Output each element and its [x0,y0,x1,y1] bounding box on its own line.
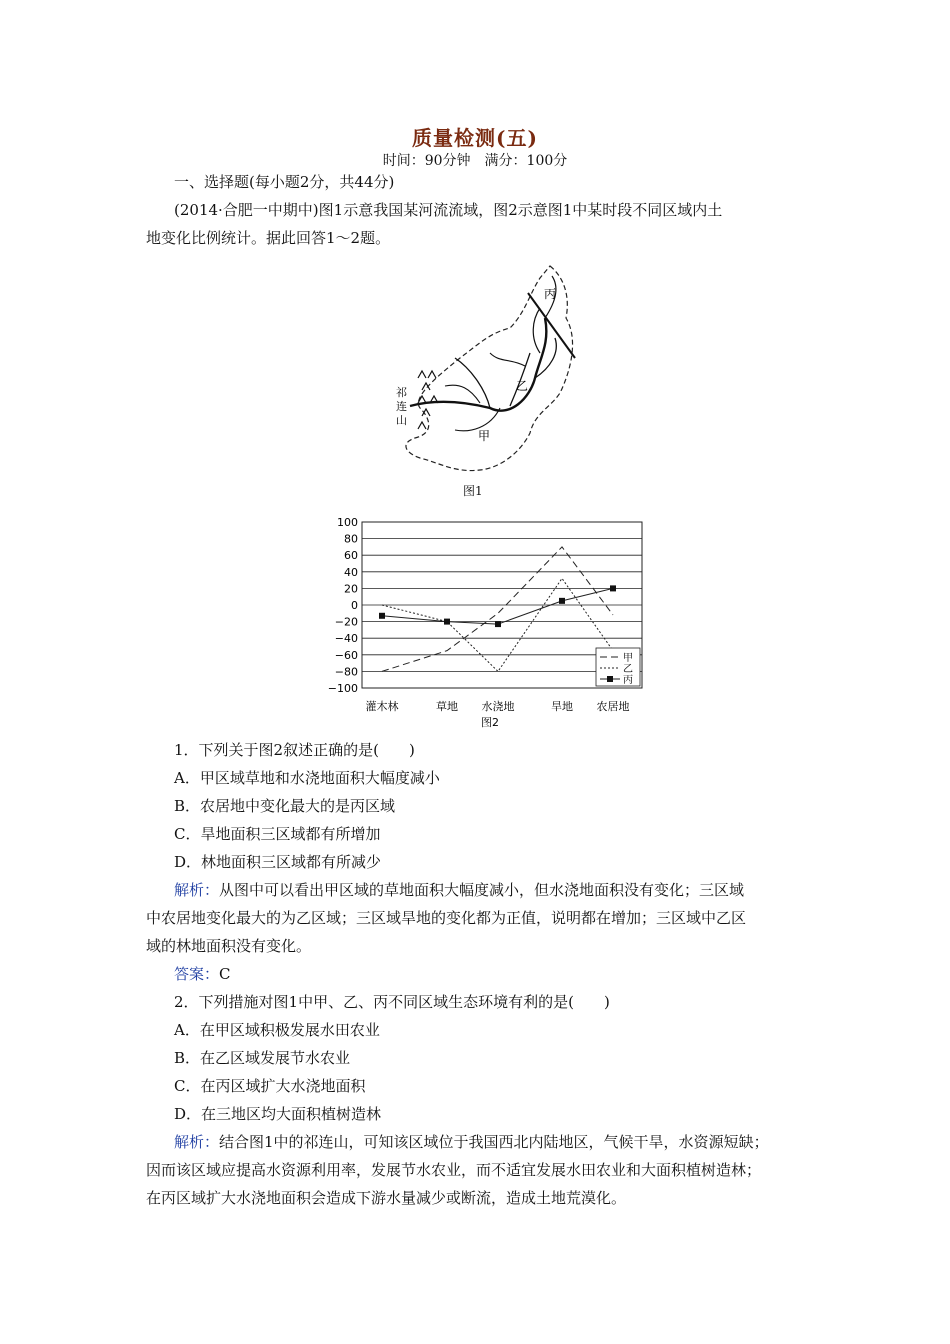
legend-label: 甲 [623,653,633,664]
x-tick-label: 草地 [436,700,458,713]
figure2-chart [320,512,660,732]
region-label-yi: 乙 [516,379,529,393]
analysis-text: 在丙区域扩大水浇地面积会造成下游水量减少或断流，造成土地荒漠化。 [146,1189,627,1207]
analysis-text: 因而该区域应提高水资源利用率，发展节水农业，而不适宜发展水田农业和大面积植树造林； [146,1161,762,1179]
y-tick-label: −40 [334,632,358,646]
series-line-甲 [382,547,613,672]
y-tick-label: 40 [344,565,358,579]
question-2-stem: 2．下列措施对图1中甲、乙、丙不同区域生态环境有利的是( ) [174,993,610,1011]
y-tick-label: −80 [334,665,358,679]
region-label-bing: 丙 [544,287,557,301]
analysis-text: 中农居地变化最大的为乙区域；三区域旱地的变化都为正值，说明都在增加；三区域中乙区 [146,909,747,927]
legend-marker [607,676,613,682]
tributary [455,358,490,408]
analysis-label: 解析： [174,1133,220,1151]
answer-label: 答案： [174,965,220,983]
mountain-label: 山 [396,414,407,427]
page-title: 质量检测(五) [412,126,538,150]
analysis-text: 域的林地面积没有变化。 [146,937,312,955]
y-tick-label: 0 [351,599,358,612]
question-2-option-d: D．在三地区均大面积植树造林 [174,1105,382,1123]
analysis-text: 从图中可以看出甲区域的草地面积大幅度减小，但水浇地面积没有变化；三区域 [219,881,745,899]
analysis-label: 解析： [174,881,220,899]
analysis-text: 结合图1中的祁连山，可知该区域位于我国西北内陆地区，气候干旱，水资源短缺； [219,1133,769,1151]
mountain-label: 连 [396,400,407,413]
question-1-option-c: C．旱地面积三区域都有所增加 [174,825,381,843]
x-tick-label: 灌木林 [365,700,399,713]
x-tick-label: 农居地 [596,700,630,713]
tributary [533,308,540,353]
y-tick-label: 80 [344,532,358,546]
y-tick-label: −20 [334,615,358,629]
intro-line: (2014·合肥一中期中)图1示意我国某河流流域，图2示意图1中某时段不同区域内土 [174,201,723,219]
question-2-analysis [174,1132,834,1152]
region-label-jia: 甲 [478,429,491,443]
legend-label: 丙 [623,675,633,686]
question-1-option-d: D．林地面积三区域都有所减少 [174,853,382,871]
data-point [495,621,501,627]
data-point [610,585,616,591]
mountain-label: 祁 [396,386,407,399]
figure1-map [360,258,600,480]
figure1-caption: 图1 [463,484,483,498]
data-point [379,613,385,619]
series-line-丙 [382,588,613,624]
question-1-option-a: A．甲区域草地和水浇地面积大幅度减小 [174,769,440,787]
section-heading: 一、选择题(每小题2分，共44分) [174,173,395,191]
y-tick-label: 20 [344,582,358,596]
legend-box [596,648,640,686]
figure2-caption: 图2 [481,716,499,729]
data-point [444,619,450,625]
question-1-option-b: B．农居地中变化最大的是丙区域 [174,797,396,815]
y-tick-label: −60 [334,648,358,662]
y-tick-label: 100 [337,516,358,529]
intro-line: 地变化比例统计。据此回答1～2题。 [146,229,391,247]
tributary [490,353,525,366]
y-tick-label: −100 [327,682,358,695]
y-tick-label: 60 [344,549,358,563]
legend-label: 乙 [623,664,633,675]
data-point [559,598,565,604]
question-1-answer [174,964,834,984]
x-tick-label: 旱地 [551,700,573,713]
question-2-option-c: C．在丙区域扩大水浇地面积 [174,1077,366,1095]
x-tick-label: 水浇地 [481,700,515,713]
question-2-option-b: B．在乙区域发展节水农业 [174,1049,351,1067]
exam-meta: 时间：90分钟 满分：100分 [382,153,568,169]
question-2-option-a: A．在甲区域积极发展水田农业 [174,1021,380,1039]
answer-value: C [219,965,231,983]
region-divider [528,293,575,358]
question-1-stem: 1．下列关于图2叙述正确的是( ) [174,741,415,759]
question-1-analysis [174,880,834,900]
tributary [445,385,480,403]
tributary [455,408,500,431]
